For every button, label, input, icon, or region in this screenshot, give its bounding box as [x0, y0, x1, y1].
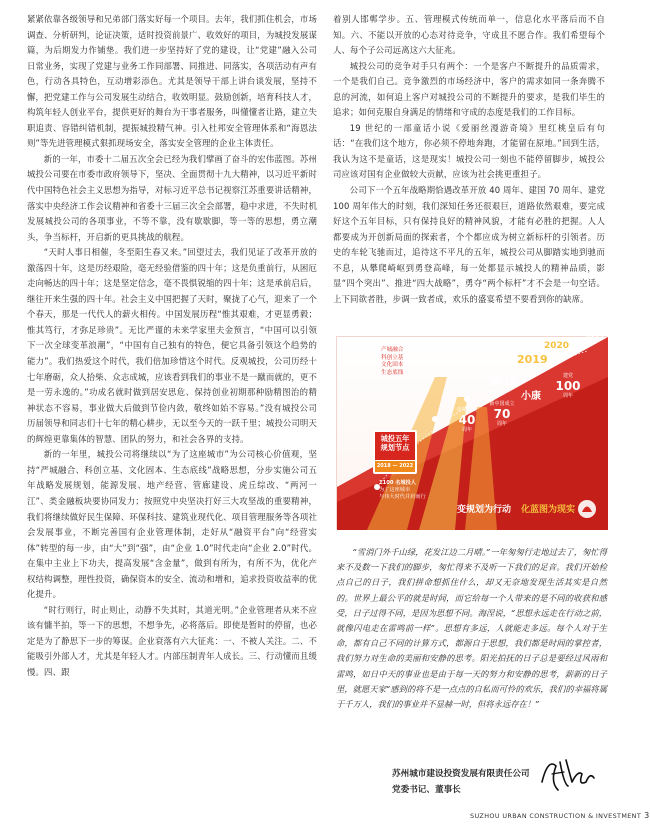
paragraph: 公司下一个五年战略期恰遇改革开放 40 周年、建国 70 周年、建党 100 周年伟大的时刻，我们深知任务还很艰巨，道路依然艰难，要完成好这个五年目标，只有保持良好的精神风貌，才能有必胜的把握。人人都要成为开创新局面的探索者，个个都应成为树立新标杆的引领者。历史的车轮飞驰而过，追待这不平凡的五年，城投公司从脚踏实地到驰而不息，从攀爬崎岖到勇登高峰，每一处都显示城投人的精神品质，影显“四个突出”、推进“四大战略”，勇夺“两个标杆”才不会是一句空话。上下同欲者胜，步调一致者成，欢乐的盛宴希望不要看到你的缺席。 [333, 185, 605, 304]
paragraph: 新的一年里，城投公司将继续以“为了这座城市”为公司核心价值观，坚持“严城融合、科创立基、文化固本、生态底线”战略思想，分步实施公司五年战略发展规划，能源发展、地产经营、管廊建设、虎丘综改、“两河一江”、类金融板块要协同发力；按照党中央坚决打好三大攻坚战的重要精神，我们将继续做好民生保障、环保科技、建筑业现代化、项目管理服务等各项社会发展事业，不断完善国有企业管理体制，走好从“融资平台”向“经营实体”转型的每一步，由“大”到“强”，由“企业 1.0”时代走向“企业 2.0”时代。在集中主业上下功夫，提高发展“含金量”，做到有所为，有所不为，优化产权结构调整，理性投资，确保资本的安全、流动和增和，追求投资收益率的优化提升。 [27, 449, 317, 600]
author-block [392, 766, 530, 798]
paragraph: “天时人事日相催，冬至阳生春又来。”回望过去，我们见证了改革开放的激荡四十年，这是历经艰险，毫无经验借鉴的四十年；这是负重前行，从困厄走向畅达的四十年；这是坚定信念，毫不畏惧锐缩的四十年；这是承前启后，继往开来生强的四十年。社会主义中国把握了天时，聚拢了心气，迎来了一个个春天，那是一代代人的薪火相传。中国发展历程“惟其艰难，才更显勇毅；惟其笃行，才弥足珍贵”。无比严谨的未来学家里夫金预言，“中国可以引领下一次全球变革浪潮”，“中国有自己独有的特色，便它具备引领这个趋势的能力”。我们热爱这个时代，我们倍加珍惜这个时代。反观城投，公司历经十七年磨砺，众人拾柴、众志成城，应该看到我们的事业不是一蹴而就的，更不是一劳永逸的。”功成名就时做到居安思危、保持创业初期那种励精图治的精神状态不容易，事业做大后做到节俭内敛，敬终如始不容易。”没有城投公司历届领导和同志们十七年的精心耕步，无以至今天的一跃千里；城投公司明天的辉煌更靠集体的智慧、团队的努力，和社会各界的支持。 [27, 247, 317, 444]
company-name: 苏州城市建设投资发展有限责任公司 [392, 769, 530, 779]
bar-label: 改革开放 40 周年 [456, 407, 477, 434]
author-title: 党委书记、董事长 [392, 785, 461, 795]
left-column [27, 12, 317, 681]
year-label: 2021 [567, 336, 590, 345]
paragraph: 城投公司的竞争对手只有两个：一个是客户不断提升的品质需求，一个是我们自己。竞争激烈的市场经济中，客户的需求如同一条奔腾不息的河流，如何追上客户对城投公司的不断提升的要求，是我们毕生的追求；如何克服自身满足的情绪和守成的态度是我们的工作目标。 [333, 60, 605, 118]
paragraph: 19 世纪的一部童话小说《爱丽丝漫游奇境》里红桃皇后有句话：“在我们这个地方，你必须不停地奔跑，才能留在原地。”回到生活，我认为这不是童话，这是现实！城投公司一刻也不能停留脚步，城投公司应该对国有企业做较大贡献，应该为社会挑更重担子。 [333, 122, 605, 180]
bottom-note: 1100 名城投人 为了这座城市 与伟大时代并肩而行 [379, 480, 426, 500]
bar-label: 建党 100 周年 [555, 373, 581, 400]
journal-name: SUZHOU URBAN CONSTRUCTION & INVESTMENT [470, 812, 642, 820]
bar-label: 新中国成立 70 周年 [489, 401, 515, 428]
closing-quote [336, 545, 607, 712]
paragraph: 新的一年，市委十二届五次全会已经为我们擘画了奋斗的宏伟蓝图。苏州城投公司要在市委市政府领导下，坚决、全面贯彻十九大精神，以习近平新时代中国特色社会主义思想为指导，对标习近平总书记视察江苏重要讲话精神，落实中央经济工作会议精神和省委十三届三次全会部署，稳中求进，不失时机发展城投公司的各项事业，不等不靠，没有歇歇脚，等一等的思想，勇立潮头，争当标杆，开启新的更具挑战的航程。 [27, 153, 317, 242]
slogan-right: 化蓝图为现实 [521, 505, 576, 515]
page-footer [470, 811, 650, 820]
paragraph: “时行则行，时止则止，动静不失其时，其道光明。”企业管理者从来不应该有慵半拍，等一下的思想，不想争先，必将落后。即使是暂时的停留，也必定是为了静思下一步的筹谋。企业衰落有六大征兆：一、不被人关注。二、不能吸引外部人才，尤其是年轻人才。内部压制青年人成长。三、行动懂而且缓慢。四、跟 [27, 604, 317, 677]
plan-period: 2018 — 2022 [376, 463, 414, 469]
year-label: 2022 [584, 334, 604, 342]
top-note: 产城融合 科创立基 文化固本 生态底线 [381, 347, 404, 376]
handwritten-signature [538, 752, 598, 798]
paragraph: 紧紧依靠各级领导和兄弟部门落实好每一个项目。去年，我们抓住机会，市场调查、分析研判，论证决策，适时投资前景广、收效好的项目，为城投发展谋篇，为后期发力作铺垫。我们进一步坚持好了党的建设，让“党建”融入公司日常业务，实现了党建与业务工作同部署、同推进、同落实，各项活动有声有色，行动各具特色，互动增彩添色。尤其是领导干部上讲台谈发展，坚持不懈，把党建工作与公司发展生动结合，收效明显。鼓励创新，培育科技人才，构筑年轻人创业平台，提供更好的舞台为干事者服务，叫懂懂者让路，建立失职追责、容错纠错机制，提振城投精气神。引入杜邦安全管理体系和“海恩法则”等先进管理模式狠抓现场安全，落实安全管理的企业主体责任。 [27, 14, 317, 149]
year-label: 2018 [489, 377, 517, 388]
right-column [333, 12, 605, 307]
slogan-left: 变规划为行动 [457, 505, 512, 515]
quote-paragraph: “雪消门外千山绿，花发江边二月晴。”一年匆匆行走地过去了，匆忙得来不及数一下我们的脚步，匆忙得来不及听一下我们的足音。我们开始检点自己的日子，我们拼命想抓住什么，却又无奈地发现生活其实是自然的。世界上最公平的就是时间，而它给每一个人带来的是不同的收获和感受，日子过得不同，是因为思想不同。海涅说，“思想永远走在行动之前，就像闪电走在雷鸣前一样”。思想有多远，人就能走多远。每个人对于生命，都有自己不同的计算方式，都源自于思想，我们都是时间的掌控者，我们努力对生命的美丽和安静的思考。阳光拍抚的日子总是要经过风雨和雷鸣，如日中天的事业也是由于每一天的努力和安静的思考，薪新的日子里，就愿天家“感到的将不是一点点的自私而可怜的欢乐，我们的幸福将属于千万人，我们的事业并不显赫一时，但将永远存在！” [336, 547, 607, 710]
xiaokang-label: 小康 [521, 391, 541, 402]
plan-box-title: 城投五年 规划节点 [380, 434, 410, 452]
paragraph: 着别人邯郸学步。五、管理模式传统而单一，信息化水平落后而不自知。六、不能以开放的心态对待竞争，守成且不愿合作。我们希望每个人、每个子公司远离这六大征兆。 [333, 14, 605, 56]
year-label: 2019 [517, 353, 548, 366]
strategy-infographic [336, 336, 607, 529]
page-number: 3 [644, 811, 650, 820]
year-label: 2020 [544, 341, 570, 351]
